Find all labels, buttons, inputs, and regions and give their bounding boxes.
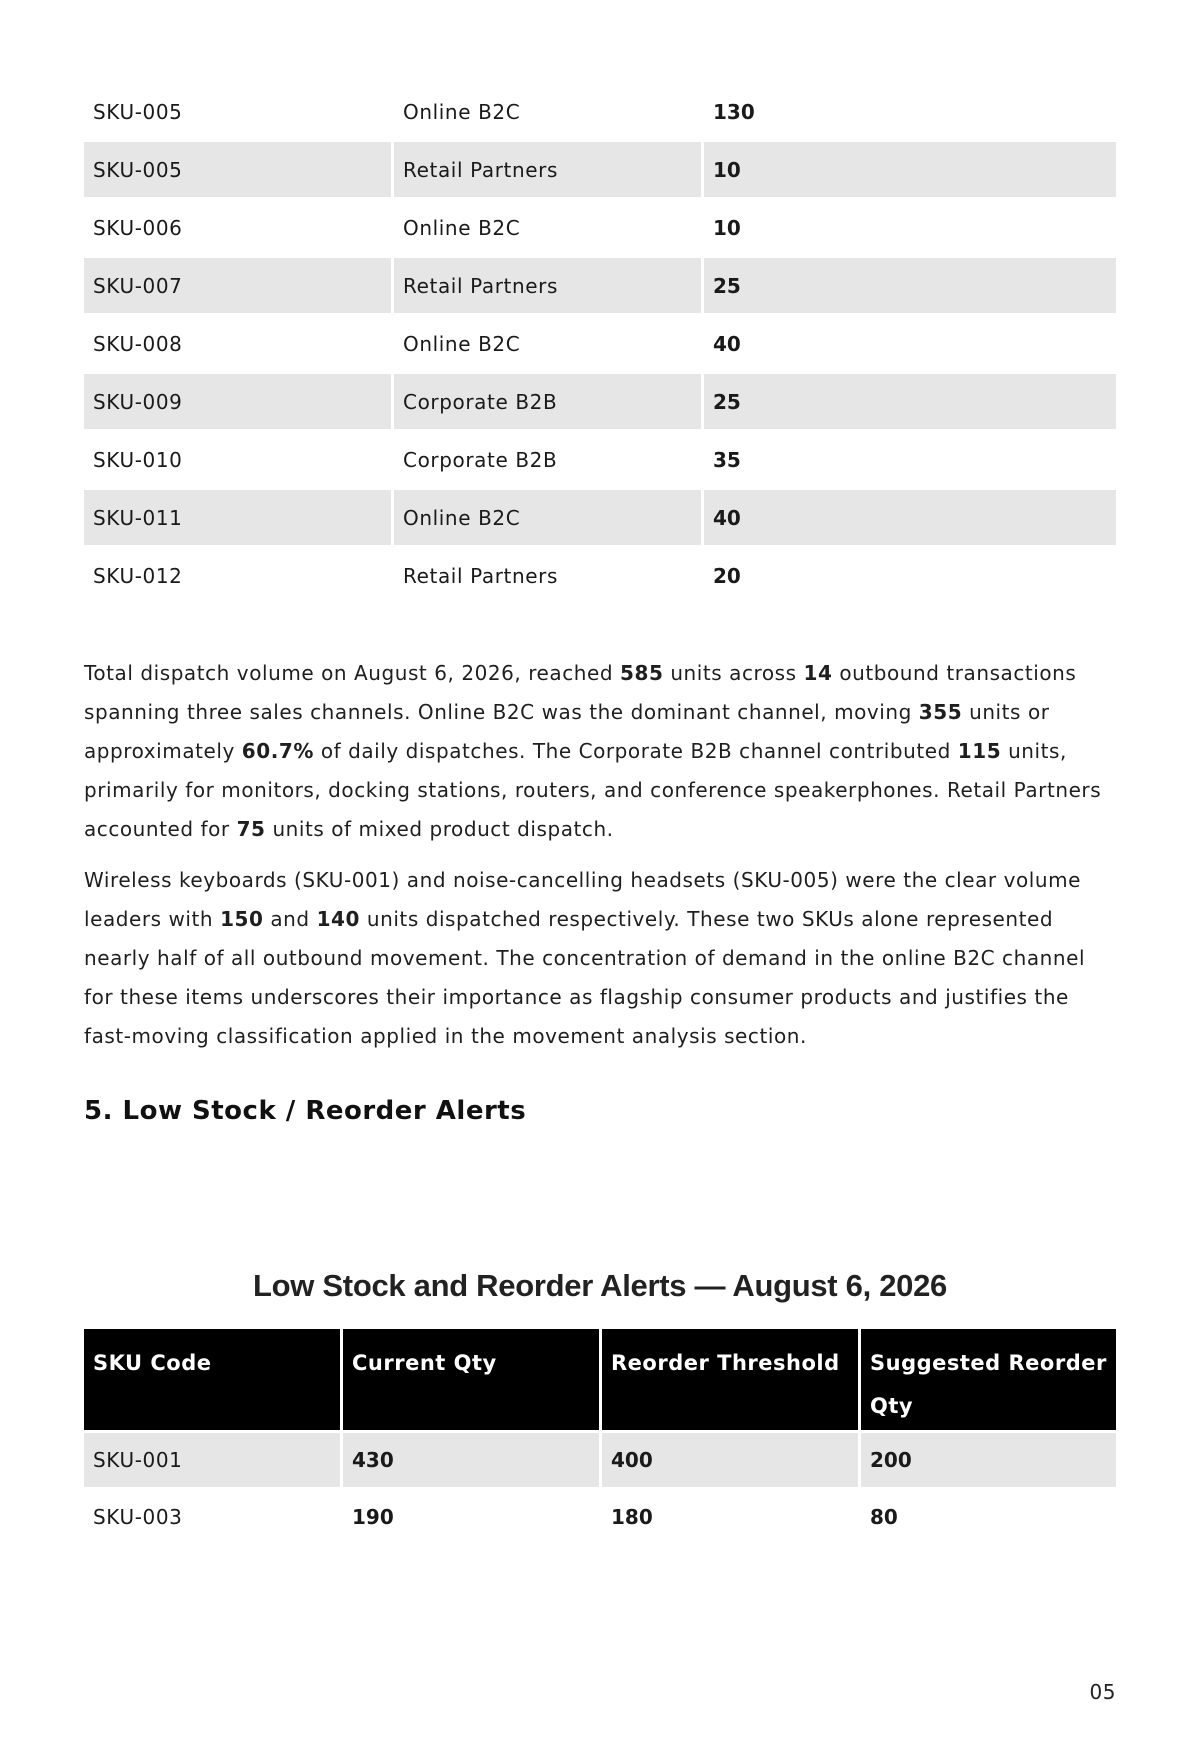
channel-cell: Retail Partners xyxy=(403,563,558,588)
sku-cell: SKU-008 xyxy=(93,331,183,356)
document-page xyxy=(84,84,1116,1547)
table-row xyxy=(84,142,1116,197)
sku-cell: SKU-003 xyxy=(93,1505,183,1529)
bold-figure: 115 xyxy=(957,739,1002,763)
bold-figure: 60.7% xyxy=(241,739,314,763)
column-header: Current Qty xyxy=(343,1329,599,1430)
bold-figure: 75 xyxy=(236,817,266,841)
quantity-cell: 25 xyxy=(704,258,1116,313)
text-run: units, primarily for monitors, docking stations, routers, and conference speakerphones. Retail Partners accounted for xyxy=(84,739,1102,841)
sku-cell: SKU-005 xyxy=(84,142,391,197)
sku-cell: SKU-012 xyxy=(93,563,183,588)
quantity-cell: 10 xyxy=(704,142,1116,197)
current-qty-cell: 190 xyxy=(352,1505,394,1529)
table-row xyxy=(84,84,1116,139)
channel-cell: Corporate B2B xyxy=(394,374,701,429)
bold-figure: 355 xyxy=(918,700,963,724)
page-number: 05 xyxy=(1089,1680,1116,1704)
table-row xyxy=(84,548,1116,603)
quantity-cell: 25 xyxy=(704,374,1116,429)
table-row xyxy=(84,490,1116,545)
sku-cell: SKU-006 xyxy=(93,215,183,240)
text-run: units or approximately xyxy=(84,700,1050,763)
sku-cell: SKU-001 xyxy=(84,1433,340,1487)
bold-figure: 140 xyxy=(316,907,360,931)
threshold-cell: 180 xyxy=(611,1505,653,1529)
paragraph-volume-leaders xyxy=(84,861,1116,1056)
table-row xyxy=(84,432,1116,487)
text-run: outbound transactions spanning three sales channels. Online B2C was the dominant channel, moving xyxy=(84,661,1077,724)
channel-cell: Online B2C xyxy=(394,490,701,545)
quantity-cell: 20 xyxy=(713,563,741,588)
channel-cell: Online B2C xyxy=(403,99,521,124)
table-row xyxy=(84,316,1116,371)
sku-cell: SKU-011 xyxy=(84,490,391,545)
quantity-cell: 35 xyxy=(713,447,741,472)
table-row xyxy=(84,258,1116,313)
text-run: units of mixed product dispatch. xyxy=(265,817,614,841)
reorder-alerts-table xyxy=(81,1326,1119,1547)
table-title: Low Stock and Reorder Alerts — August 6, 2026 xyxy=(253,1268,947,1303)
suggested-qty-cell: 200 xyxy=(861,1433,1116,1487)
text-run: units across xyxy=(663,661,804,685)
column-header: SKU Code xyxy=(84,1329,340,1430)
channel-cell: Retail Partners xyxy=(394,142,701,197)
analysis-text xyxy=(84,654,1116,1056)
channel-cell: Online B2C xyxy=(403,215,521,240)
text-run: and xyxy=(263,907,317,931)
quantity-cell: 10 xyxy=(713,215,741,240)
sku-cell: SKU-007 xyxy=(84,258,391,313)
table-row xyxy=(84,1490,1116,1544)
channel-cell: Online B2C xyxy=(403,331,521,356)
table-row xyxy=(84,1433,1116,1487)
sku-cell: SKU-005 xyxy=(93,99,183,124)
table-row xyxy=(84,200,1116,255)
text-run: Wireless keyboards (SKU-001) and noise-cancelling headsets (SKU-005) were the clear volume leaders with xyxy=(84,868,1081,931)
sku-cell: SKU-009 xyxy=(84,374,391,429)
text-run: of daily dispatches. The Corporate B2B channel contributed xyxy=(313,739,958,763)
bold-figure: 14 xyxy=(803,661,833,685)
column-header: Reorder Threshold xyxy=(602,1329,858,1430)
current-qty-cell: 430 xyxy=(343,1433,599,1487)
text-run: Total dispatch volume on August 6, 2026, reached xyxy=(84,661,621,685)
table-row xyxy=(84,374,1116,429)
paragraph-dispatch-summary xyxy=(84,654,1116,849)
quantity-cell: 40 xyxy=(713,331,741,356)
section-heading: 5. Low Stock / Reorder Alerts xyxy=(84,1096,527,1126)
table-header-row xyxy=(84,1329,1116,1430)
quantity-cell: 40 xyxy=(704,490,1116,545)
column-header: Suggested Reorder Qty xyxy=(861,1329,1116,1430)
channel-cell: Retail Partners xyxy=(394,258,701,313)
threshold-cell: 400 xyxy=(602,1433,858,1487)
dispatch-table xyxy=(81,81,1119,606)
channel-cell: Corporate B2B xyxy=(403,447,558,472)
bold-figure: 585 xyxy=(620,661,664,685)
sku-cell: SKU-010 xyxy=(93,447,183,472)
bold-figure: 150 xyxy=(220,907,264,931)
quantity-cell: 130 xyxy=(713,99,755,124)
suggested-qty-cell: 80 xyxy=(870,1505,898,1529)
text-run: units dispatched respectively. These two SKUs alone represented nearly half of all outbound movement. The concentration of demand in the online B2C channel for these items underscores their importance as flagship consumer products and justifies the fast-moving classification applied in the movement analysis section. xyxy=(84,907,1086,1048)
